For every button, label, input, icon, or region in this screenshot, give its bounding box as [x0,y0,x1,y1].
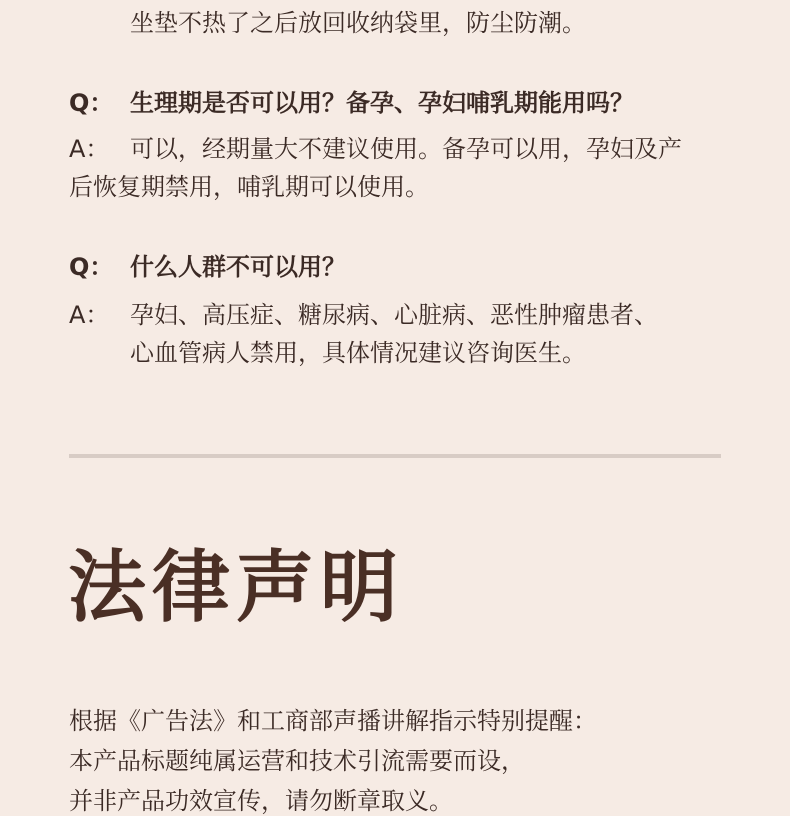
answer-text-line1: 可以，经期量大不建议使用。备孕可以用，孕妇及产 [130,135,682,163]
legal-line: 并非产品功效宣传，请勿断章取义。 [69,787,453,815]
legal-line: 根据《广告法》和工商部声播讲解指示特别提醒： [69,707,597,735]
question-label: Q： [69,89,114,117]
legal-line: 本产品标题纯属运营和技术引流需要而设， [69,747,525,775]
answer-text-line1: 孕妇、高压症、糖尿病、心脏病、恶性肿瘤患者、 [130,301,658,329]
section-divider [69,454,721,458]
question-text: 什么人群不可以用？ [130,253,346,281]
question-label: Q： [69,253,114,281]
question-text: 生理期是否可以用？备孕、孕妇哺乳期能用吗？ [130,89,634,117]
previous-answer-tail: 坐垫不热了之后放回收纳袋里，防尘防潮。 [130,9,586,37]
legal-title: 法律声明 [68,543,405,633]
answer-text-line2: 心血管病人禁用，具体情况建议咨询医生。 [130,339,586,367]
answer-label: A： [69,135,110,163]
answer-text-line2: 后恢复期禁用，哺乳期可以使用。 [69,173,429,201]
answer-label: A： [69,301,110,329]
